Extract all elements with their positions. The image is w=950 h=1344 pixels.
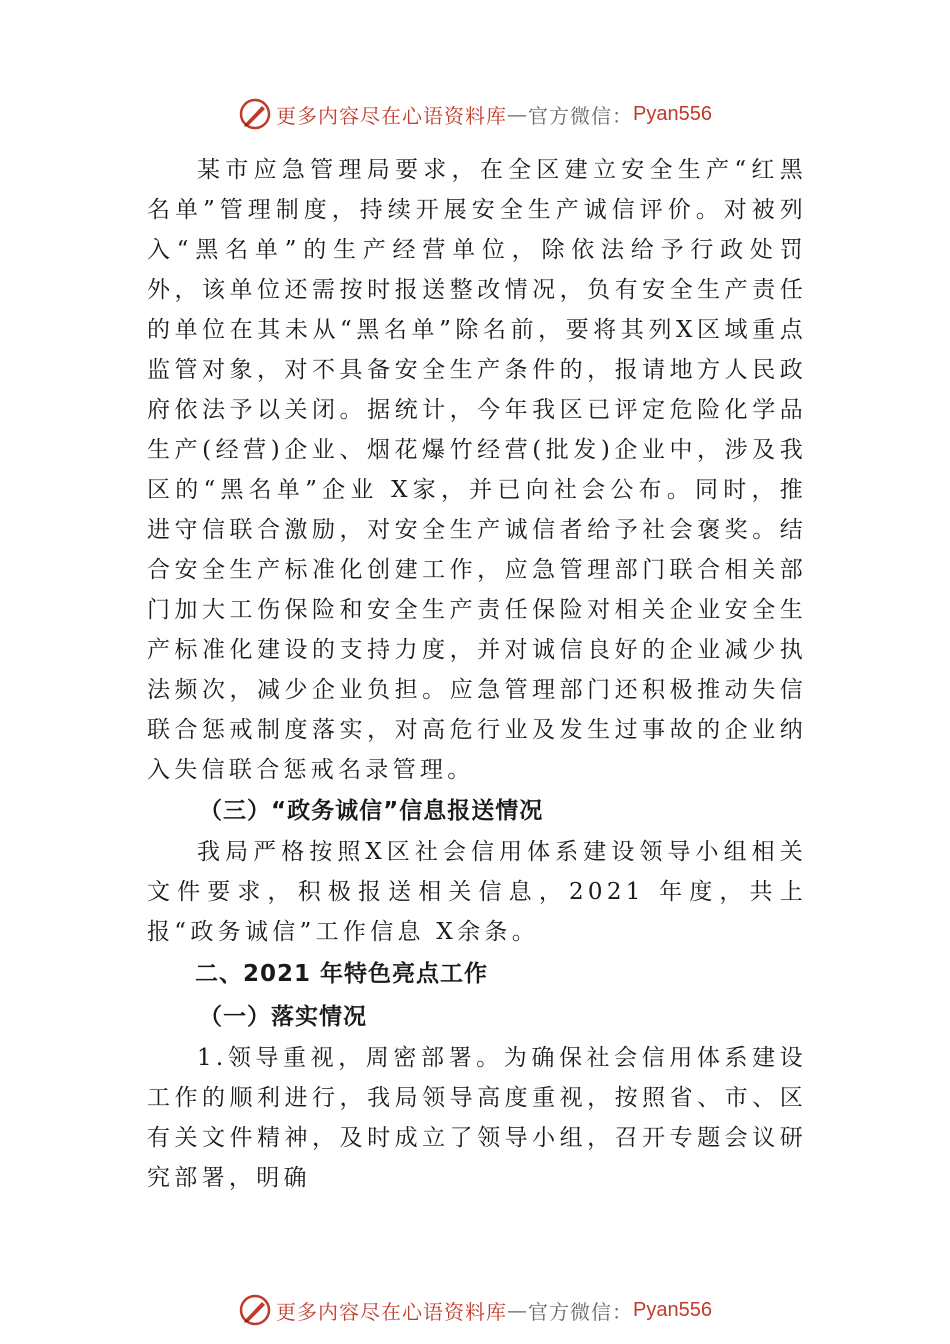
watermark-label: 官方微信： — [528, 1299, 634, 1324]
footer-watermark — [0, 1290, 950, 1330]
watermark-wechat-id: Pyan556 — [633, 1298, 712, 1321]
watermark-brand: 更多内容尽在心语资料库 — [276, 103, 508, 128]
part-heading-highlights: 二、2021 年特色亮点工作 — [195, 961, 489, 987]
watermark-brand: 更多内容尽在心语资料库 — [276, 1299, 508, 1324]
section-heading-government-integrity: （三）“政务诚信”信息报送情况 — [199, 798, 544, 824]
paragraph-blacklist-management: 某市应急管理局要求，在全区建立安全生产“红黑名单”管理制度，持续开展安全生产诚信评价。对被列入“黑名单”的生产经营单位，除依法给予行政处罚外，该单位还需按时报送整改情况，负有安全生产责任的单位在其未从“黑名单”除名前，要将其列X区域重点监管对象，对不具备安全生产条件的，报请地方人民政府依法予以关闭。据统计，今年我区已评定危险化学品生产(经营)企业、烟花爆竹经营(批发)企业中，涉及我区的“黑名单”企业 X家，并已向社会公布。同时，推进守信联合激励，对安全生产诚信者给予社会褒奖。结合安全生产标准化创建工作，应急管理部门联合相关部门加大工伤保险和安全生产责任保险对相关企业安全生产标准化建设的支持力度，并对诚信良好的企业减少执法频次，减少企业负担。应急管理部门还积极推动失信联合惩戒制度落实，对高危行业及发生过事故的企业纳入失信联合惩戒名录管理。 — [147, 157, 807, 783]
pen-seal-logo-icon — [238, 1293, 272, 1327]
paragraph-leadership: 1.领导重视，周密部署。为确保社会信用体系建设工作的顺利进行，我局领导高度重视，按照省、市、区有关文件精神，及时成立了领导小组，召开专题会议研究部署，明确 — [147, 1045, 807, 1191]
watermark-wechat-id: Pyan556 — [633, 102, 712, 125]
header-watermark — [0, 94, 950, 134]
watermark-dash: — — [507, 102, 529, 126]
document-body — [147, 150, 807, 1198]
watermark-dash: — — [507, 1298, 529, 1322]
paragraph-info-reporting: 我局严格按照X区社会信用体系建设领导小组相关文件要求，积极报送相关信息，2021 年度，共上报“政务诚信”工作信息 X余条。 — [147, 839, 807, 945]
subsection-heading-implementation: （一）落实情况 — [199, 1004, 367, 1030]
pen-seal-logo-icon — [238, 97, 272, 131]
watermark-label: 官方微信： — [528, 103, 634, 128]
